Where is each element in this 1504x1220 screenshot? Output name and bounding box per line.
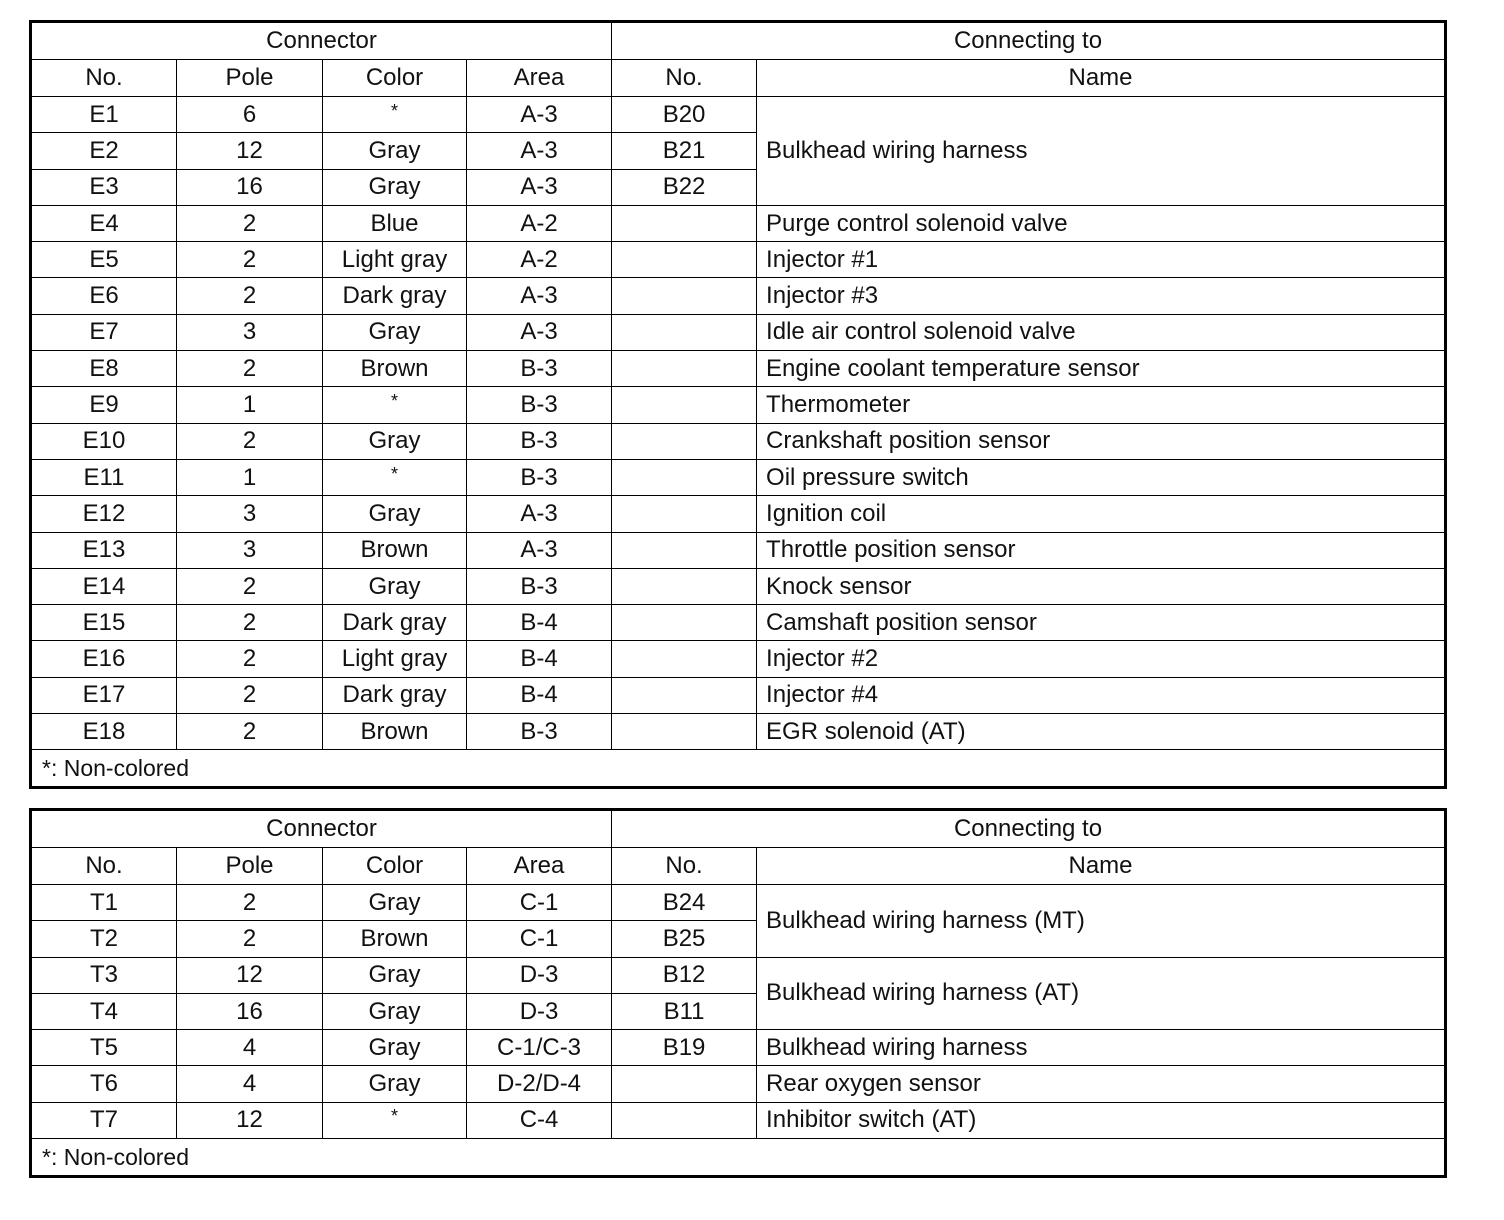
cell-area: B-3 — [467, 423, 612, 459]
cell-pole: 2 — [177, 677, 323, 713]
cell-pole: 2 — [177, 714, 323, 750]
connecting-to-header: Connecting to — [612, 22, 1446, 60]
cell-color: Brown — [323, 351, 467, 387]
table-row — [31, 459, 1446, 495]
cell-name: Bulkhead wiring harness — [757, 97, 1446, 206]
table-row — [31, 387, 1446, 423]
cell-conn-no: B19 — [612, 1030, 757, 1066]
cell-no: T3 — [31, 957, 177, 993]
cell-pole: 3 — [177, 314, 323, 350]
cell-name: EGR solenoid (AT) — [757, 714, 1446, 750]
cell-name: Bulkhead wiring harness (AT) — [757, 957, 1446, 1030]
cell-conn-no: B22 — [612, 169, 757, 205]
cell-pole: 2 — [177, 242, 323, 278]
cell-name: Oil pressure switch — [757, 459, 1446, 495]
cell-conn-no: B25 — [612, 921, 757, 957]
cell-color: Blue — [323, 205, 467, 241]
cell-conn-no — [612, 714, 757, 750]
cell-conn-no: B24 — [612, 885, 757, 921]
cell-no: E15 — [31, 605, 177, 641]
cell-color: Gray — [323, 1066, 467, 1102]
cell-conn-no: B12 — [612, 957, 757, 993]
cell-conn-no — [612, 278, 757, 314]
cell-pole: 12 — [177, 133, 323, 169]
cell-color: Gray — [323, 314, 467, 350]
cell-pole: 2 — [177, 205, 323, 241]
cell-no: E14 — [31, 568, 177, 604]
cell-conn-no: B11 — [612, 993, 757, 1029]
table-row — [31, 1066, 1446, 1102]
col-area-header: Area — [467, 848, 612, 885]
connecting-to-header: Connecting to — [612, 810, 1446, 848]
cell-color: Gray — [323, 423, 467, 459]
cell-pole: 2 — [177, 423, 323, 459]
cell-no: E9 — [31, 387, 177, 423]
table-row — [31, 568, 1446, 604]
cell-name: Injector #4 — [757, 677, 1446, 713]
cell-color: Dark gray — [323, 278, 467, 314]
cell-area: B-4 — [467, 677, 612, 713]
cell-area: A-3 — [467, 314, 612, 350]
cell-pole: 2 — [177, 351, 323, 387]
cell-color: Light gray — [323, 641, 467, 677]
cell-no: E7 — [31, 314, 177, 350]
cell-conn-no — [612, 242, 757, 278]
cell-name: Ignition coil — [757, 496, 1446, 532]
cell-area: C-1/C-3 — [467, 1030, 612, 1066]
cell-no: E13 — [31, 532, 177, 568]
cell-color: Gray — [323, 133, 467, 169]
connector-table-e — [29, 20, 1447, 789]
cell-pole: 1 — [177, 459, 323, 495]
table-row — [31, 1030, 1446, 1066]
cell-no: E3 — [31, 169, 177, 205]
cell-area: D-2/D-4 — [467, 1066, 612, 1102]
cell-conn-no — [612, 532, 757, 568]
cell-pole: 3 — [177, 532, 323, 568]
non-colored-mark: * — [390, 463, 398, 484]
cell-conn-no — [612, 1066, 757, 1102]
cell-name: Purge control solenoid valve — [757, 205, 1446, 241]
cell-color — [323, 387, 467, 423]
cell-name: Inhibitor switch (AT) — [757, 1102, 1446, 1138]
cell-name: Throttle position sensor — [757, 532, 1446, 568]
cell-area: B-3 — [467, 714, 612, 750]
cell-pole: 16 — [177, 169, 323, 205]
col-conn-no-header: No. — [612, 848, 757, 885]
header-column-row — [31, 848, 1446, 885]
cell-no: T1 — [31, 885, 177, 921]
cell-area: C-1 — [467, 921, 612, 957]
cell-no: T4 — [31, 993, 177, 1029]
cell-no: E1 — [31, 97, 177, 133]
cell-color: Gray — [323, 169, 467, 205]
cell-conn-no — [612, 1102, 757, 1138]
cell-name: Injector #2 — [757, 641, 1446, 677]
col-pole-header: Pole — [177, 848, 323, 885]
cell-conn-no — [612, 351, 757, 387]
footnote: *: Non-colored — [31, 1139, 1446, 1177]
cell-color: Dark gray — [323, 605, 467, 641]
cell-pole: 2 — [177, 921, 323, 957]
cell-area: B-3 — [467, 459, 612, 495]
cell-area: A-3 — [467, 133, 612, 169]
cell-area: D-3 — [467, 957, 612, 993]
cell-color: Brown — [323, 532, 467, 568]
header-group-row — [31, 22, 1446, 60]
cell-conn-no — [612, 459, 757, 495]
cell-area: A-2 — [467, 205, 612, 241]
cell-conn-no — [612, 605, 757, 641]
cell-area: B-3 — [467, 568, 612, 604]
cell-pole: 3 — [177, 496, 323, 532]
cell-no: T2 — [31, 921, 177, 957]
cell-pole: 12 — [177, 1102, 323, 1138]
cell-name: Camshaft position sensor — [757, 605, 1446, 641]
footnote-row — [31, 1139, 1446, 1177]
cell-no: E11 — [31, 459, 177, 495]
header-column-row — [31, 60, 1446, 97]
non-colored-mark: * — [390, 1106, 398, 1127]
cell-no: E12 — [31, 496, 177, 532]
table-row — [31, 714, 1446, 750]
cell-no: T6 — [31, 1066, 177, 1102]
cell-name: Idle air control solenoid valve — [757, 314, 1446, 350]
cell-conn-no — [612, 568, 757, 604]
table-row — [31, 885, 1446, 921]
cell-name: Injector #1 — [757, 242, 1446, 278]
footnote-row — [31, 750, 1446, 788]
cell-area: A-2 — [467, 242, 612, 278]
table-row — [31, 205, 1446, 241]
table-row — [31, 423, 1446, 459]
cell-color: Gray — [323, 885, 467, 921]
cell-name: Injector #3 — [757, 278, 1446, 314]
cell-pole: 12 — [177, 957, 323, 993]
cell-area: A-3 — [467, 97, 612, 133]
cell-no: E18 — [31, 714, 177, 750]
col-pole-header: Pole — [177, 60, 323, 97]
col-area-header: Area — [467, 60, 612, 97]
cell-area: B-4 — [467, 605, 612, 641]
cell-area: A-3 — [467, 532, 612, 568]
cell-pole: 2 — [177, 278, 323, 314]
table-row — [31, 1102, 1446, 1138]
non-colored-mark: * — [390, 100, 398, 121]
cell-conn-no — [612, 423, 757, 459]
cell-conn-no — [612, 641, 757, 677]
cell-color: Light gray — [323, 242, 467, 278]
cell-pole: 2 — [177, 641, 323, 677]
cell-area: D-3 — [467, 993, 612, 1029]
cell-pole: 6 — [177, 97, 323, 133]
cell-no: E17 — [31, 677, 177, 713]
cell-no: E2 — [31, 133, 177, 169]
col-name-header: Name — [757, 60, 1446, 97]
cell-name: Engine coolant temperature sensor — [757, 351, 1446, 387]
cell-name: Bulkhead wiring harness — [757, 1030, 1446, 1066]
col-no-header: No. — [31, 60, 177, 97]
header-group-row — [31, 810, 1446, 848]
cell-color: Gray — [323, 993, 467, 1029]
cell-name: Crankshaft position sensor — [757, 423, 1446, 459]
table-row — [31, 242, 1446, 278]
table-row — [31, 532, 1446, 568]
cell-color — [323, 97, 467, 133]
cell-area: A-3 — [467, 278, 612, 314]
cell-pole: 1 — [177, 387, 323, 423]
cell-pole: 4 — [177, 1066, 323, 1102]
table-row — [31, 97, 1446, 133]
cell-area: B-3 — [467, 351, 612, 387]
cell-no: E4 — [31, 205, 177, 241]
cell-pole: 2 — [177, 605, 323, 641]
col-color-header: Color — [323, 60, 467, 97]
col-no-header: No. — [31, 848, 177, 885]
cell-area: C-1 — [467, 885, 612, 921]
cell-color: Gray — [323, 1030, 467, 1066]
cell-pole: 2 — [177, 885, 323, 921]
cell-no: E16 — [31, 641, 177, 677]
non-colored-mark: * — [390, 391, 398, 412]
cell-conn-no — [612, 677, 757, 713]
cell-color: Gray — [323, 957, 467, 993]
cell-area: A-3 — [467, 496, 612, 532]
footnote: *: Non-colored — [31, 750, 1446, 788]
cell-no: E6 — [31, 278, 177, 314]
cell-no: E8 — [31, 351, 177, 387]
col-name-header: Name — [757, 848, 1446, 885]
table-row — [31, 496, 1446, 532]
cell-color — [323, 1102, 467, 1138]
cell-color: Brown — [323, 921, 467, 957]
cell-name: Rear oxygen sensor — [757, 1066, 1446, 1102]
table-row — [31, 677, 1446, 713]
cell-no: E10 — [31, 423, 177, 459]
cell-color: Dark gray — [323, 677, 467, 713]
connector-table-t — [29, 808, 1447, 1178]
cell-name: Bulkhead wiring harness (MT) — [757, 885, 1446, 958]
cell-name: Knock sensor — [757, 568, 1446, 604]
cell-area: C-4 — [467, 1102, 612, 1138]
cell-color: Gray — [323, 496, 467, 532]
cell-conn-no — [612, 496, 757, 532]
connector-header: Connector — [31, 22, 612, 60]
cell-area: A-3 — [467, 169, 612, 205]
cell-no: T7 — [31, 1102, 177, 1138]
table-row — [31, 351, 1446, 387]
cell-color: Gray — [323, 568, 467, 604]
cell-color — [323, 459, 467, 495]
table-row — [31, 605, 1446, 641]
cell-pole: 4 — [177, 1030, 323, 1066]
cell-conn-no — [612, 205, 757, 241]
cell-conn-no — [612, 387, 757, 423]
cell-area: B-3 — [467, 387, 612, 423]
table-row — [31, 957, 1446, 993]
table-row — [31, 278, 1446, 314]
col-conn-no-header: No. — [612, 60, 757, 97]
col-color-header: Color — [323, 848, 467, 885]
cell-color: Brown — [323, 714, 467, 750]
table-row — [31, 641, 1446, 677]
connector-header: Connector — [31, 810, 612, 848]
cell-conn-no: B20 — [612, 97, 757, 133]
cell-pole: 16 — [177, 993, 323, 1029]
cell-area: B-4 — [467, 641, 612, 677]
cell-pole: 2 — [177, 568, 323, 604]
cell-conn-no: B21 — [612, 133, 757, 169]
cell-no: E5 — [31, 242, 177, 278]
cell-conn-no — [612, 314, 757, 350]
table-row — [31, 314, 1446, 350]
cell-name: Thermometer — [757, 387, 1446, 423]
cell-no: T5 — [31, 1030, 177, 1066]
